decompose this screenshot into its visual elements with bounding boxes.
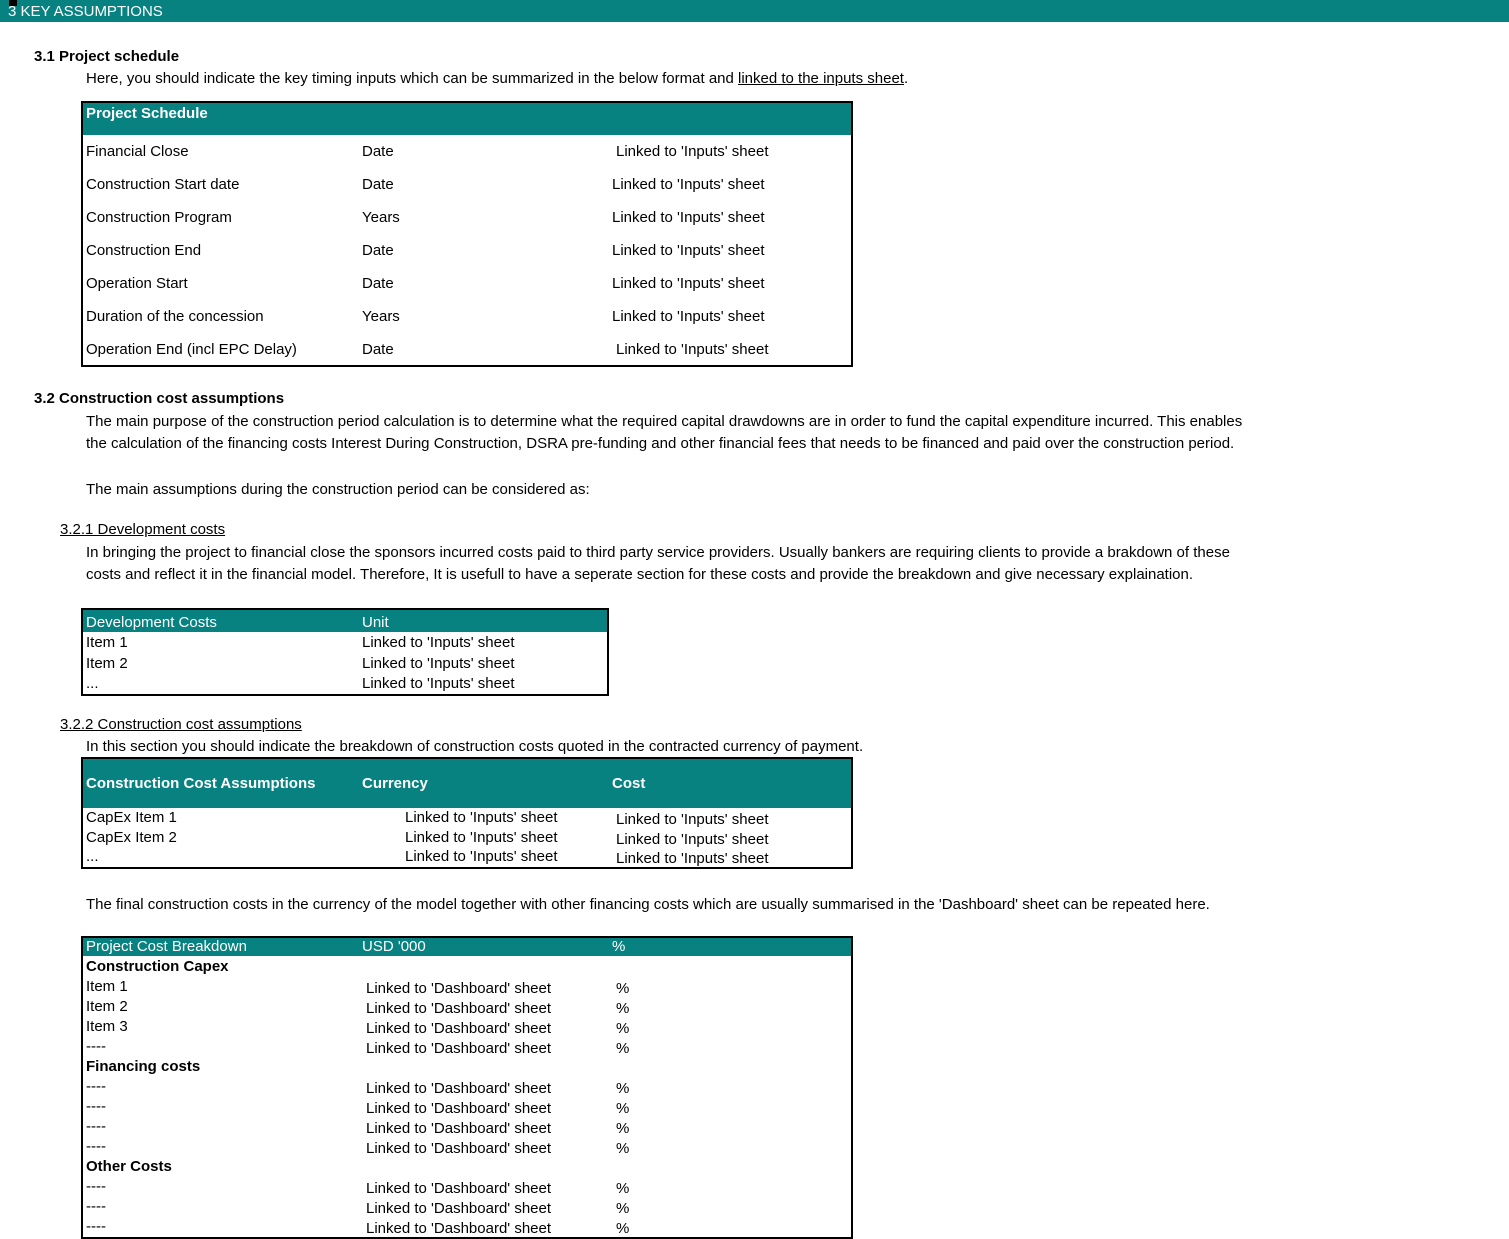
breakdown-col1: Project Cost Breakdown [86,938,247,955]
breakdown-row-link: Linked to 'Dashboard' sheet [366,1040,552,1057]
breakdown-row-link: Linked to 'Dashboard' sheet [366,1000,552,1017]
breakdown-row-link: Linked to 'Dashboard' sheet [366,1180,552,1197]
breakdown-row-label: ---- [86,1098,106,1115]
breakdown-row-pct: % [616,1000,630,1017]
section-title: 3 KEY ASSUMPTIONS [8,3,163,20]
breakdown-row-link: Linked to 'Dashboard' sheet [366,1080,552,1097]
capex-row-cost: Linked to 'Inputs' sheet [616,830,769,848]
development-row-label: Item 2 [86,654,128,672]
breakdown-row-pct: % [616,1020,630,1037]
schedule-row-value: Linked to 'Inputs' sheet [612,176,765,193]
schedule-row-unit: Date [362,242,394,259]
schedule-row-unit: Years [362,308,400,325]
schedule-row-label: Duration of the concession [86,308,264,325]
breakdown-row-link: Linked to 'Dashboard' sheet [366,1100,552,1117]
development-row-label: ... [86,675,99,692]
construction-cost-paragraph: In this section you should indicate the breakdown of construction costs quoted in the contracted currency of payment. [86,738,864,755]
capex-row-currency: Linked to 'Inputs' sheet [405,848,558,865]
schedule-row-label: Operation End (incl EPC Delay) [86,341,297,358]
breakdown-group-title: Construction Capex [86,958,229,975]
schedule-row-unit: Date [362,176,394,193]
schedule-row-label: Construction Program [86,209,232,226]
construction-cost-col3: Cost [612,775,646,792]
heading-development-costs: 3.2.1 Development costs [60,521,226,538]
breakdown-row-label: ---- [86,1138,106,1155]
schedule-row-value: Linked to 'Inputs' sheet [612,308,765,325]
inputs-sheet-link[interactable]: linked to the inputs sheet [738,70,904,87]
breakdown-row-label: ---- [86,1218,106,1235]
heading-construction-cost-assumptions: 3.2.2 Construction cost assumptions [60,716,302,733]
section-header-bar [0,0,1509,22]
capex-row-currency: Linked to 'Inputs' sheet [405,809,558,826]
development-row-label: Item 1 [86,634,128,651]
breakdown-row-label: Item 2 [86,998,128,1015]
intro-text-end: . [903,70,909,87]
schedule-row-value: Linked to 'Inputs' sheet [612,242,765,259]
construction-cost-col2: Currency [362,775,428,792]
intro-text-main: Here, you should indicate the key timing inputs which can be summarized in the below format and [86,70,739,87]
schedule-row-value: Linked to 'Inputs' sheet [612,275,765,292]
schedule-row-label: Operation Start [86,275,188,292]
construction-paragraph: The main purpose of the construction period calculation is to determine what the required capital drawdowns are in order to fund the capital expenditure incurred. This enables the calculation of the financing costs Interest During Construction, DSRA pre-funding and other financial fees that needs to be financed and paid over the construction period. [86,413,1243,452]
breakdown-row-link: Linked to 'Dashboard' sheet [366,1220,552,1237]
breakdown-row-link: Linked to 'Dashboard' sheet [366,1020,552,1037]
schedule-row-unit: Date [362,143,394,160]
breakdown-row-label: ---- [86,1198,106,1215]
capex-row-label: CapEx Item 2 [86,828,177,846]
breakdown-row-pct: % [616,1180,630,1197]
final-costs-paragraph: The final construction costs in the currency of the model together with other financing costs which are usually summarised in the 'Dashboard' sheet can be repeated here. [86,896,1210,913]
heading-project-schedule: 3.1 Project schedule [34,48,180,65]
schedule-row-label: Construction End [86,242,202,259]
development-costs-col1: Development Costs [86,614,217,631]
capex-row-cost: Linked to 'Inputs' sheet [616,850,769,867]
development-row-value: Linked to 'Inputs' sheet [362,634,515,651]
breakdown-row-pct: % [616,1080,630,1097]
breakdown-row-link: Linked to 'Dashboard' sheet [366,1200,552,1217]
schedule-row-unit: Years [362,209,400,226]
schedule-row-value: Linked to 'Inputs' sheet [616,143,769,160]
development-row-value: Linked to 'Inputs' sheet [362,675,515,692]
schedule-row-unit: Date [362,341,394,358]
breakdown-row-label: ---- [86,1038,106,1055]
breakdown-row-label: ---- [86,1178,106,1195]
breakdown-col3: % [612,938,626,955]
breakdown-row-pct: % [616,1120,630,1137]
breakdown-row-pct: % [616,1220,630,1237]
development-costs-col2: Unit [362,614,389,631]
breakdown-row-pct: % [616,1140,630,1157]
breakdown-row-label: ---- [86,1118,106,1135]
breakdown-group-title: Other Costs [86,1158,172,1175]
breakdown-row-link: Linked to 'Dashboard' sheet [366,1120,552,1137]
breakdown-row-label: Item 3 [86,1018,128,1035]
schedule-row-unit: Date [362,275,394,292]
schedule-row-value: Linked to 'Inputs' sheet [612,209,765,226]
breakdown-row-label: ---- [86,1078,106,1095]
construction-paragraph-2: The main assumptions during the construction period can be considered as: [86,481,590,498]
capex-row-label: CapEx Item 1 [86,809,177,826]
heading-construction-cost: 3.2 Construction cost assumptions [34,390,285,407]
schedule-row-label: Construction Start date [86,176,240,193]
schedule-row-value: Linked to 'Inputs' sheet [616,341,769,358]
intro-text [86,70,908,87]
breakdown-row-link: Linked to 'Dashboard' sheet [366,1140,552,1157]
capex-row-currency: Linked to 'Inputs' sheet [405,828,558,846]
breakdown-row-pct: % [616,1040,630,1057]
breakdown-group-title: Financing costs [86,1058,201,1075]
breakdown-row-pct: % [616,980,630,997]
schedule-row-label: Financial Close [86,143,189,160]
construction-cost-col1: Construction Cost Assumptions [86,775,316,792]
project-schedule-title: Project Schedule [86,105,208,122]
breakdown-row-link: Linked to 'Dashboard' sheet [366,980,552,997]
breakdown-col2: USD '000 [362,938,426,955]
development-paragraph: In bringing the project to financial close the sponsors incurred costs paid to third party service providers. Usually bankers are requiring clients to provide a brakdown of these costs and reflect it in the financial model. Therefore, It is usefull to have a seperate section for these costs and provide the breakdown and give necessary explaination. [86,544,1230,583]
breakdown-row-pct: % [616,1200,630,1217]
capex-row-cost: Linked to 'Inputs' sheet [616,811,769,828]
project-schedule-table [81,101,853,367]
breakdown-row-label: Item 1 [86,978,128,995]
capex-row-label: ... [86,848,99,865]
breakdown-row-pct: % [616,1100,630,1117]
development-row-value: Linked to 'Inputs' sheet [362,654,515,672]
